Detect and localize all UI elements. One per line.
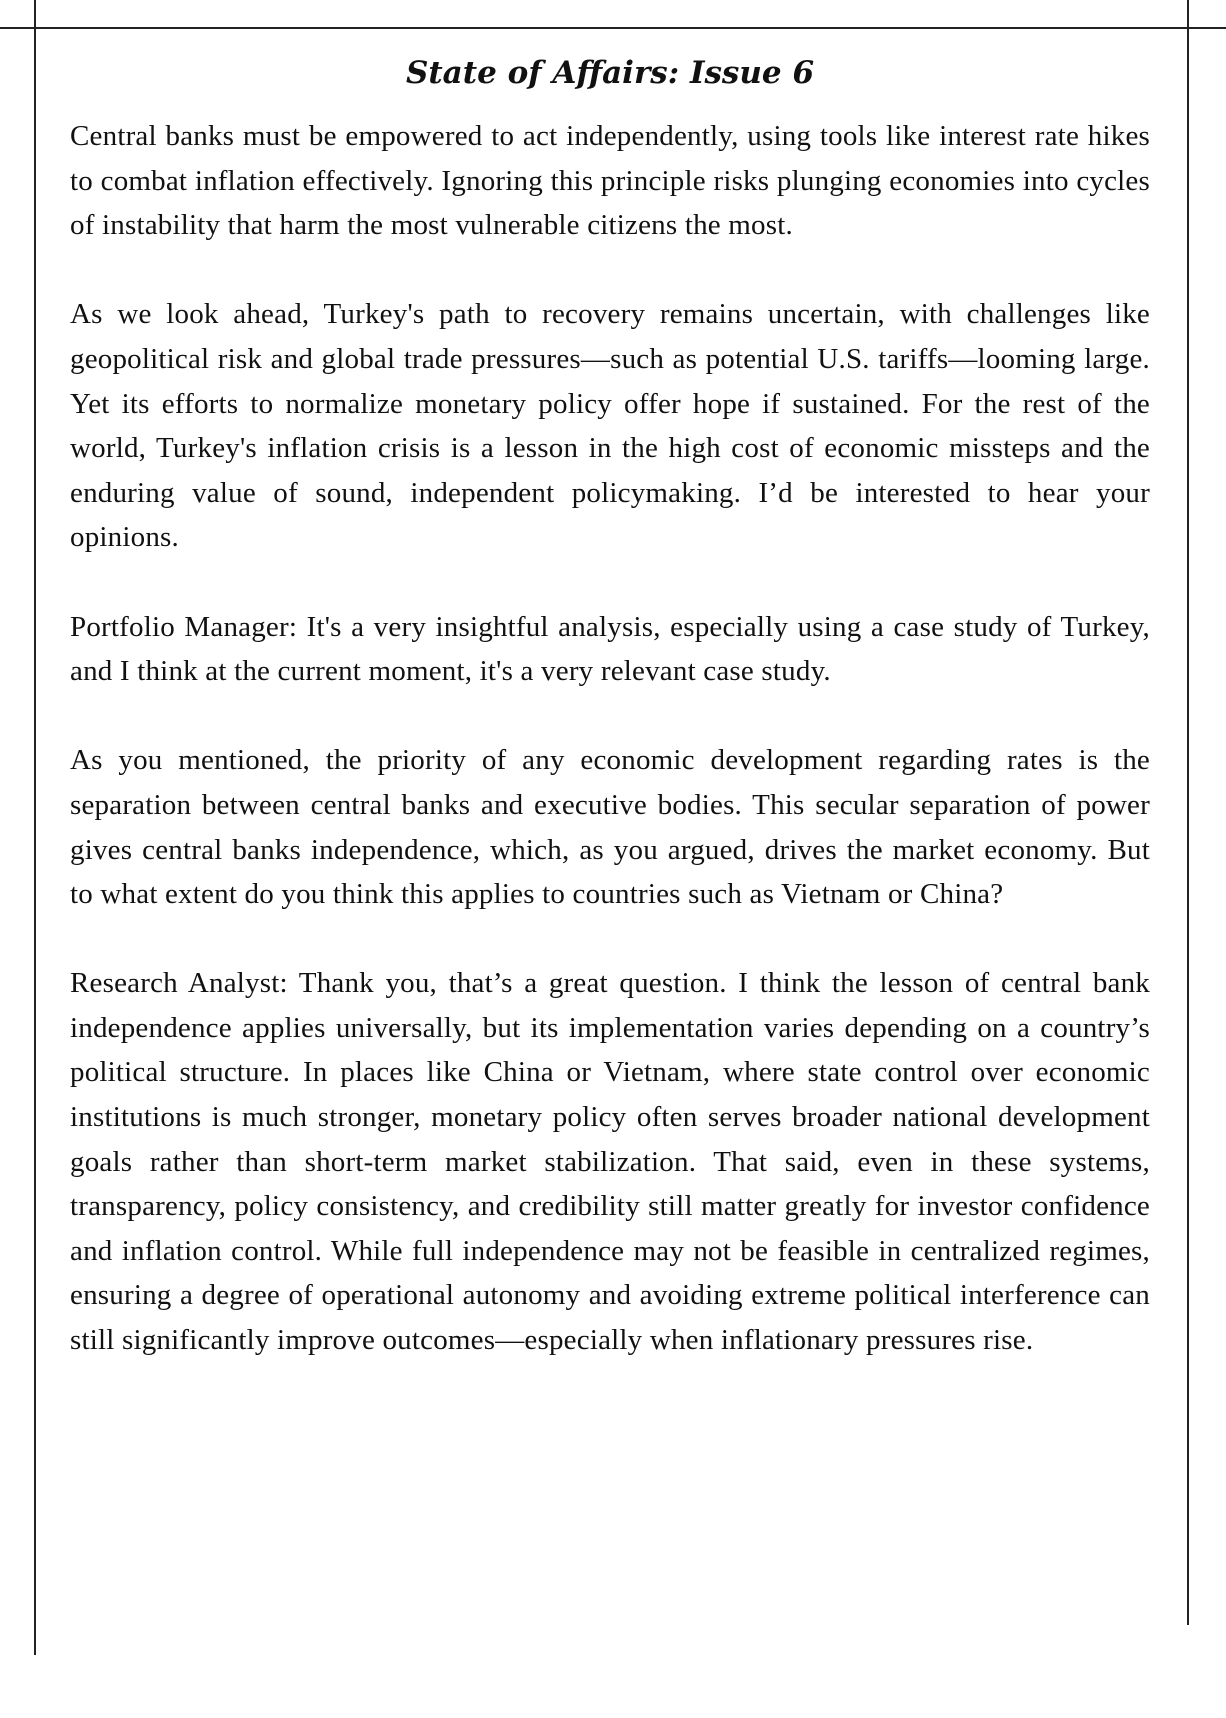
paragraph-research-analyst: Research Analyst: Thank you, that’s a great question. I think the lesson of central bank independence applies universally, but its implementation varies depending on a country’s political structure. In places like China or Vietnam, where state control over economic institutions is much stronger, monetary policy often serves broader national development goals rather than short-term market stabilization. That said, even in these systems, transparency, policy consistency, and credibility still matter greatly for investor confidence and inflation control. While full independence may not be feasible in centralized regimes, ensuring a degree of operational autonomy and avoiding extreme political interference can still significantly improve outcomes—especially when inflationary pressures rise. bbox=[70, 967, 1150, 1357]
paragraph-portfolio-manager: Portfolio Manager: It's a very insightful analysis, especially using a case study of Turkey, and I think at the current moment, it's a very relevant case study. bbox=[70, 610, 1150, 688]
left-margin-rule bbox=[34, 0, 36, 1655]
document-title: State of Affairs: Issue 6 bbox=[405, 55, 815, 91]
paragraph-turkey-outlook: As we look ahead, Turkey's path to recovery remains uncertain, with challenges like geopolitical risk and global trade pressures—such as potential U.S. tariffs—looming large. Yet its efforts to normalize monetary policy offer hope if sustained. For the rest of the world, Turkey's inflation crisis is a lesson in the high cost of economic missteps and the enduring value of sound, independent policymaking. I’d be interested to hear your opinions. bbox=[70, 298, 1150, 554]
top-rule bbox=[0, 27, 1226, 29]
paragraph-question: As you mentioned, the priority of any economic development regarding rates is the separation between central banks and executive bodies. This secular separation of power gives central banks independence, which, as you argued, drives the market economy. But to what extent do you think this applies to countries such as Vietnam or China? bbox=[70, 744, 1150, 911]
paragraph-central-banks: Central banks must be empowered to act independently, using tools like interest rate hikes to combat inflation effectively. Ignoring this principle risks plunging economies into cycles of instability that harm the most vulnerable citizens the most. bbox=[70, 120, 1150, 242]
document-page bbox=[70, 50, 1150, 1407]
right-margin-rule bbox=[1187, 0, 1189, 1625]
